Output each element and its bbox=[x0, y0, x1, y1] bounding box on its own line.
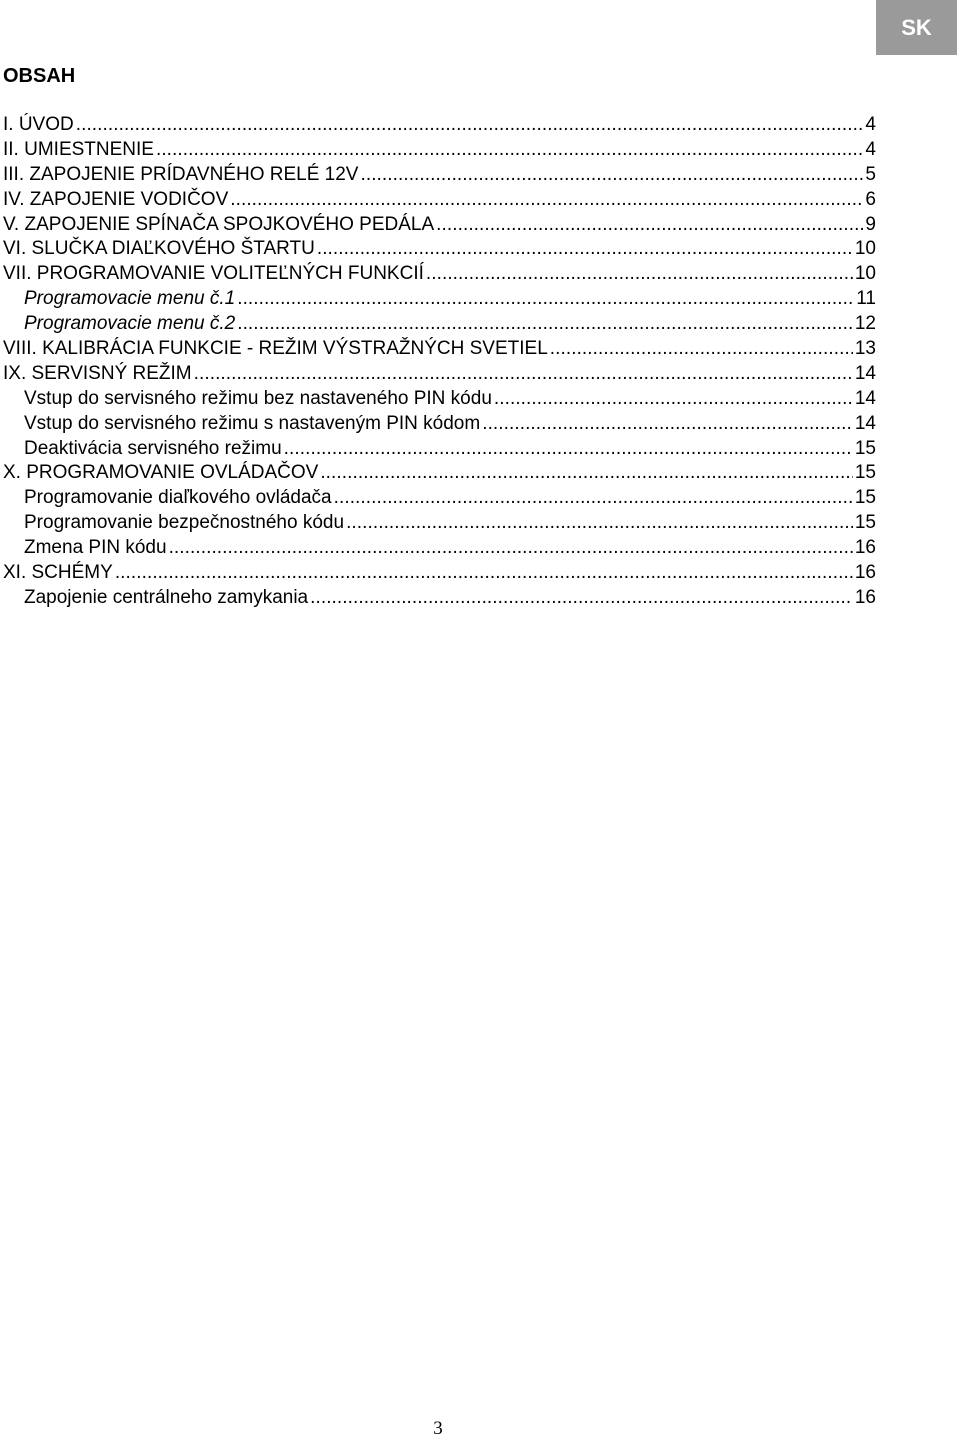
toc-entry[interactable] bbox=[3, 113, 876, 138]
toc-entry-page: 14 bbox=[854, 387, 876, 409]
toc-entry-title: Zmena PIN kódu bbox=[24, 537, 167, 559]
toc-leader-dots bbox=[426, 262, 853, 287]
toc-leader-dots bbox=[237, 312, 853, 337]
toc-entry-page: 14 bbox=[854, 362, 876, 384]
toc-leader-dots bbox=[482, 412, 853, 437]
toc-subentry[interactable] bbox=[3, 437, 876, 462]
toc-entry-title: I. ÚVOD bbox=[3, 114, 74, 135]
toc-leader-dots bbox=[284, 437, 853, 462]
toc-leader-dots bbox=[346, 511, 853, 536]
toc-subentry[interactable] bbox=[3, 312, 876, 337]
toc-entry-title: Vstup do servisného režimu s nastaveným PIN kódom bbox=[24, 412, 481, 434]
toc-entry-page: 16 bbox=[854, 586, 876, 608]
toc-entry-title: X. PROGRAMOVANIE OVLÁDAČOV bbox=[3, 462, 319, 484]
toc-entry[interactable] bbox=[3, 461, 876, 486]
table-of-contents bbox=[3, 113, 876, 611]
toc-leader-dots bbox=[194, 362, 853, 387]
toc-entry-title: Programovacie menu č.1 bbox=[24, 288, 236, 310]
toc-entry-page: 6 bbox=[865, 188, 876, 210]
toc-leader-dots bbox=[494, 387, 853, 412]
toc-entry-page: 16 bbox=[854, 537, 876, 559]
toc-entry[interactable] bbox=[3, 362, 876, 387]
toc-subentry[interactable] bbox=[3, 486, 876, 511]
toc-heading: OBSAH bbox=[3, 65, 76, 87]
toc-entry-page: 11 bbox=[856, 288, 876, 310]
toc-entry-title: Programovacie menu č.2 bbox=[24, 313, 236, 335]
toc-entry[interactable] bbox=[3, 237, 876, 262]
toc-subentry[interactable] bbox=[3, 511, 876, 536]
toc-entry-page: 15 bbox=[854, 437, 876, 459]
toc-leader-dots bbox=[436, 213, 863, 238]
toc-entry-title: Zapojenie centrálneho zamykania bbox=[24, 586, 309, 608]
toc-entry-title: Vstup do servisného režimu bez nastaveného PIN kódu bbox=[24, 387, 492, 409]
toc-leader-dots bbox=[317, 237, 853, 262]
toc-subentry[interactable] bbox=[3, 536, 876, 561]
toc-leader-dots bbox=[550, 337, 853, 362]
page-number: 3 bbox=[433, 1418, 443, 1439]
toc-entry-title: Programovanie diaľkového ovládača bbox=[24, 487, 332, 509]
toc-subentry[interactable] bbox=[3, 586, 876, 611]
toc-entry[interactable] bbox=[3, 163, 876, 188]
toc-subentry[interactable] bbox=[3, 412, 876, 437]
toc-entry[interactable] bbox=[3, 561, 876, 586]
toc-entry-title: VI. SLUČKA DIAĽKOVÉHO ŠTARTU bbox=[3, 238, 315, 260]
toc-entry[interactable] bbox=[3, 262, 876, 287]
toc-entry-page: 10 bbox=[854, 263, 876, 285]
toc-entry-page: 13 bbox=[854, 338, 876, 360]
toc-entry-page: 4 bbox=[865, 114, 876, 135]
toc-leader-dots bbox=[310, 586, 853, 611]
toc-subentry[interactable] bbox=[3, 387, 876, 412]
toc-entry[interactable] bbox=[3, 188, 876, 213]
toc-leader-dots bbox=[334, 486, 853, 511]
toc-entry-page: 5 bbox=[865, 163, 876, 185]
toc-entry-title: Deaktivácia servisného režimu bbox=[24, 437, 282, 459]
toc-leader-dots bbox=[76, 113, 864, 138]
toc-leader-dots bbox=[320, 461, 853, 486]
toc-leader-dots bbox=[115, 561, 853, 586]
toc-entry-title: VII. PROGRAMOVANIE VOLITEĽNÝCH FUNKCIÍ bbox=[3, 263, 424, 285]
toc-entry-title: IV. ZAPOJENIE VODIČOV bbox=[3, 188, 229, 210]
toc-entry-page: 15 bbox=[854, 487, 876, 509]
toc-entry[interactable] bbox=[3, 337, 876, 362]
toc-leader-dots bbox=[360, 163, 863, 188]
toc-leader-dots bbox=[156, 138, 863, 163]
toc-entry-title: V. ZAPOJENIE SPÍNAČA SPOJKOVÉHO PEDÁLA bbox=[3, 213, 435, 235]
toc-entry-page: 15 bbox=[854, 462, 876, 484]
toc-entry-title: II. UMIESTNENIE bbox=[3, 138, 154, 160]
toc-leader-dots bbox=[237, 287, 854, 312]
toc-entry-page: 4 bbox=[865, 138, 876, 160]
toc-entry-title: Programovanie bezpečnostného kódu bbox=[24, 512, 345, 534]
toc-leader-dots bbox=[169, 536, 853, 561]
language-badge: SK bbox=[876, 0, 957, 55]
toc-entry-page: 14 bbox=[854, 412, 876, 434]
toc-subentry[interactable] bbox=[3, 287, 876, 312]
toc-leader-dots bbox=[230, 188, 863, 213]
toc-entry[interactable] bbox=[3, 138, 876, 163]
toc-entry[interactable] bbox=[3, 213, 876, 238]
toc-entry-page: 16 bbox=[854, 562, 876, 584]
toc-entry-page: 9 bbox=[865, 213, 876, 235]
toc-entry-title: III. ZAPOJENIE PRÍDAVNÉHO RELÉ 12V bbox=[3, 163, 359, 185]
toc-entry-page: 12 bbox=[854, 313, 876, 335]
toc-entry-title: VIII. KALIBRÁCIA FUNKCIE - REŽIM VÝSTRAŽNÝCH SVETIEL bbox=[3, 338, 548, 360]
toc-entry-page: 10 bbox=[854, 238, 876, 260]
toc-entry-page: 15 bbox=[854, 512, 876, 534]
toc-entry-title: IX. SERVISNÝ REŽIM bbox=[3, 362, 192, 384]
toc-entry-title: XI. SCHÉMY bbox=[3, 562, 113, 584]
